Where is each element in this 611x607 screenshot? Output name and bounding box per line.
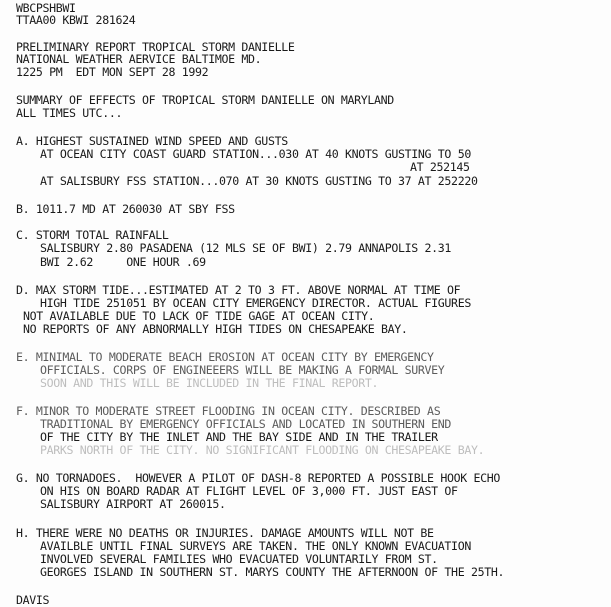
section-d-line: NO REPORTS OF ANY ABNORMALLY HIGH TIDES ON CHESAPEAKE BAY.	[23, 322, 408, 336]
summary-time-note: ALL TIMES UTC...	[16, 106, 123, 120]
section-g-line: ON HIS ON BOARD RADAR AT FLIGHT LEVEL OF 3,000 FT. JUST EAST OF	[40, 484, 458, 498]
section-h-line: AVAILBLE UNTIL FINAL SURVEYS ARE TAKEN. THE ONLY KNOWN EVACUATION	[40, 539, 471, 553]
issue-time: 1225 PM EDT MON SEPT 28 1992	[16, 65, 209, 79]
section-g-line: SALISBURY AIRPORT AT 260015.	[40, 497, 226, 511]
section-a-line: AT SALISBURY FSS STATION...070 AT 30 KNOTS GUSTING TO 37 AT 252220	[40, 174, 478, 188]
section-f-line: PARKS NORTH OF THE CITY. NO SIGNIFICANT FLOODING ON CHESAPEAKE BAY.	[40, 443, 485, 457]
summary-heading: SUMMARY OF EFFECTS OF TROPICAL STORM DANIELLE ON MARYLAND	[16, 93, 394, 107]
issuing-office: NATIONAL WEATHER AERVICE BALTIMOE MD.	[16, 52, 262, 66]
section-b-heading: B. 1011.7 MD AT 260030 AT SBY FSS	[16, 202, 235, 216]
forecaster-signature: DAVIS	[16, 593, 50, 607]
section-a-heading: A. HIGHEST SUSTAINED WIND SPEED AND GUSTS	[16, 134, 288, 148]
section-e-line: SOON AND THIS WILL BE INCLUDED IN THE FINAL REPORT.	[40, 376, 379, 390]
report-title: PRELIMINARY REPORT TROPICAL STORM DANIELLE	[16, 40, 295, 54]
header-product-id: WBCPSHBWI	[16, 1, 76, 15]
section-c-line: BWI 2.62 ONE HOUR .69	[40, 255, 206, 269]
section-h-heading: H. THERE WERE NO DEATHS OR INJURIES. DAMAGE AMOUNTS WILL NOT BE	[16, 526, 434, 540]
section-d-line: NOT AVAILABLE DUE TO LACK OF TIDE GAGE AT OCEAN CITY.	[23, 309, 375, 323]
section-d-line: HIGH TIDE 251051 BY OCEAN CITY EMERGENCY DIRECTOR. ACTUAL FIGURES	[40, 296, 471, 310]
section-f-line: OF THE CITY BY THE INLET AND THE BAY SIDE AND IN THE TRAILER	[40, 430, 438, 444]
section-c-heading: C. STORM TOTAL RAINFALL	[16, 228, 169, 242]
section-h-line: GEORGES ISLAND IN SOUTHERN ST. MARYS COUNTY THE AFTERNOON OF THE 25TH.	[40, 565, 505, 579]
section-f-heading: F. MINOR TO MODERATE STREET FLOODING IN OCEAN CITY. DESCRIBED AS	[16, 404, 441, 418]
section-c-line: SALISBURY 2.80 PASADENA (12 MLS SE OF BWI) 2.79 ANNAPOLIS 2.31	[40, 241, 452, 255]
section-e-line: OFFICIALS. CORPS OF ENGINEEERS WILL BE MAKING A FORMAL SURVEY	[40, 363, 445, 377]
header-wmo-id: TTAA00 KBWI 281624	[16, 13, 136, 27]
section-h-line: INVOLVED SEVERAL FAMILIES WHO EVACUATED VOLUNTARILY FROM ST.	[40, 552, 438, 566]
section-a-line: AT OCEAN CITY COAST GUARD STATION...030 AT 40 KNOTS GUSTING TO 50	[40, 147, 471, 161]
section-f-line: TRADITIONAL BY EMERGENCY OFFICIALS AND LOCATED IN SOUTHERN END	[40, 417, 452, 431]
section-e-heading: E. MINIMAL TO MODERATE BEACH EROSION AT OCEAN CITY BY EMERGENCY	[16, 350, 434, 364]
section-a-line: AT 252145	[410, 160, 470, 174]
section-g-heading: G. NO TORNADOES. HOWEVER A PILOT OF DASH-8 REPORTED A POSSIBLE HOOK ECHO	[16, 471, 500, 485]
section-d-heading: D. MAX STORM TIDE...ESTIMATED AT 2 TO 3 FT. ABOVE NORMAL AT TIME OF	[16, 283, 461, 297]
